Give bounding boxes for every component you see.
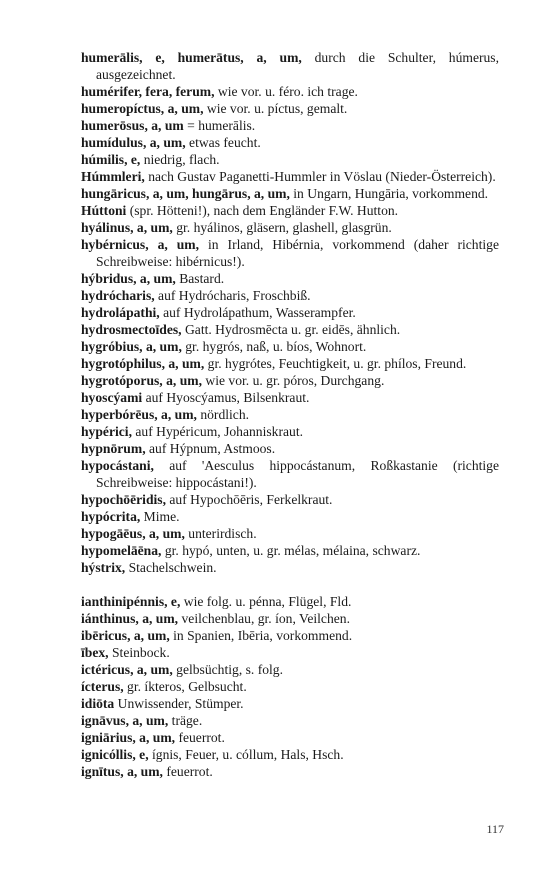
dictionary-entry (81, 695, 499, 712)
entry-definition: auf Hyoscýamus, Bilsenkraut. (142, 390, 310, 405)
dictionary-entry (81, 100, 499, 117)
dictionary-entry (81, 236, 499, 270)
dictionary-entry (81, 202, 499, 219)
dictionary-entry (81, 457, 499, 491)
entry-term: hydrosmectoīdes, (81, 322, 182, 337)
dictionary-entry (81, 423, 499, 440)
dictionary-entry (81, 117, 499, 134)
entry-definition: nach Gustav Paganetti-Hummler in Vöslau (Nieder-Österreich). (144, 169, 496, 184)
entry-definition: Mime. (140, 509, 180, 524)
entry-term: idiōta (81, 696, 115, 711)
entry-term: Húmmleri, (81, 169, 145, 184)
dictionary-entry (81, 49, 499, 83)
entry-term: humerōsus, a, um (81, 118, 184, 133)
entry-term: humeropíctus, a, um, (81, 101, 204, 116)
entry-definition: wie vor. u. féro. ich trage. (214, 84, 358, 99)
entry-column (81, 49, 499, 780)
entry-definition: auf Hypochōēris, Ferkelkraut. (165, 492, 333, 507)
entry-term: igniārius, a, um, (81, 730, 176, 745)
dictionary-entry (81, 440, 499, 457)
entry-term: hypogāēus, a, um, (81, 526, 185, 541)
dictionary-entry (81, 729, 499, 746)
entry-definition: = humerālis. (183, 118, 256, 133)
entry-term: ibēricus, a, um, (81, 628, 170, 643)
entry-term: hydrócharis, (81, 288, 155, 303)
entry-term: hygrotóporus, a, um, (81, 373, 202, 388)
entry-definition: Unwissender, Stümper. (114, 696, 244, 711)
dictionary-entry (81, 185, 499, 202)
dictionary-entry (81, 678, 499, 695)
entry-definition: auf Hýpnum, Astmoos. (145, 441, 276, 456)
entry-term: ībex, (81, 645, 109, 660)
entry-term: hyoscýami (81, 390, 143, 405)
dictionary-entry (81, 491, 499, 508)
entry-term: hypomelāēna, (81, 543, 162, 558)
entry-definition: niedrig, flach. (140, 152, 220, 167)
entry-term: humídulus, a, um, (81, 135, 186, 150)
entry-term: ignāvus, a, um, (81, 713, 169, 728)
entry-definition: Steinbock. (108, 645, 170, 660)
entry-term: iánthinus, a, um, (81, 611, 179, 626)
entry-definition: in Irland, Hibérnia, vorkommend (daher richtige Schreibweise: hibérnicus!). (96, 237, 499, 269)
dictionary-entry (81, 593, 499, 610)
entry-definition: feuerrot. (162, 764, 213, 779)
entry-definition: auf 'Aesculus hippocástanum, Roßkastanie (richtige Schreibweise: hippocástani!). (96, 458, 499, 490)
dictionary-entry (81, 304, 499, 321)
entry-term: hypocástani, (81, 458, 154, 473)
entry-definition: gr. hygrótes, Feuchtigkeit, u. gr. phílos, Freund. (204, 356, 467, 371)
entry-definition: durch die Schulter, húmerus, ausgezeichnet. (96, 50, 499, 82)
entry-term: hypnōrum, (81, 441, 146, 456)
dictionary-entry (81, 151, 499, 168)
entry-group-h (81, 49, 499, 576)
dictionary-entry (81, 338, 499, 355)
dictionary-entry (81, 389, 499, 406)
dictionary-entry (81, 168, 499, 185)
entry-term: hýstrix, (81, 560, 126, 575)
entry-definition: Stachelschwein. (125, 560, 217, 575)
entry-term: hýbridus, a, um, (81, 271, 176, 286)
entry-definition: gelbsüchtig, s. folg. (172, 662, 284, 677)
entry-definition: auf Hypéricum, Johanniskraut. (131, 424, 303, 439)
entry-definition: ígnis, Feuer, u. cóllum, Hals, Hsch. (148, 747, 344, 762)
dictionary-entry (81, 134, 499, 151)
entry-term: hyálinus, a, um, (81, 220, 173, 235)
dictionary-entry (81, 712, 499, 729)
dictionary-entry (81, 644, 499, 661)
dictionary-entry (81, 406, 499, 423)
dictionary-entry (81, 287, 499, 304)
entry-definition: wie vor. u. gr. póros, Durchgang. (201, 373, 385, 388)
entry-definition: wie folg. u. pénna, Flügel, Fld. (180, 594, 352, 609)
dictionary-entry (81, 372, 499, 389)
entry-definition: gr. hyálinos, gläsern, glashell, glasgrün. (172, 220, 392, 235)
entry-definition: in Ungarn, Hungāria, vorkommend. (289, 186, 489, 201)
entry-definition: auf Hydrolápathum, Wasserampfer. (159, 305, 356, 320)
entry-term: humerālis, e, humerātus, a, um, (81, 50, 302, 65)
entry-term: ignicóllis, e, (81, 747, 149, 762)
entry-definition: gr. hygrós, naß, u. bíos, Wohnort. (181, 339, 367, 354)
entry-definition: träge. (168, 713, 203, 728)
entry-term: Húttoni (81, 203, 127, 218)
entry-definition: wie vor. u. píctus, gemalt. (203, 101, 348, 116)
group-separator (81, 576, 499, 593)
entry-definition: Gatt. Hydrosmēcta u. gr. eidēs, ähnlich. (181, 322, 401, 337)
entry-definition: Bastard. (175, 271, 225, 286)
entry-definition: in Spanien, Ibēria, vorkommend. (169, 628, 353, 643)
dictionary-entry (81, 321, 499, 338)
entry-definition: (spr. Hötteni!), nach dem Engländer F.W. Hutton. (126, 203, 399, 218)
dictionary-entry (81, 270, 499, 287)
dictionary-entry (81, 763, 499, 780)
entry-term: hypérici, (81, 424, 132, 439)
entry-definition: etwas feucht. (185, 135, 261, 150)
dictionary-entry (81, 542, 499, 559)
entry-term: ianthinipénnis, e, (81, 594, 181, 609)
entry-term: hypochōēridis, (81, 492, 166, 507)
entry-term: hungāricus, a, um, hungārus, a, um, (81, 186, 290, 201)
entry-term: hyperbórēus, a, um, (81, 407, 197, 422)
entry-definition: gr. hypó, unten, u. gr. mélas, mélaina, schwarz. (161, 543, 421, 558)
entry-term: ignītus, a, um, (81, 764, 163, 779)
dictionary-entry (81, 508, 499, 525)
page-number: 117 (486, 822, 504, 836)
entry-definition: auf Hydrócharis, Froschbiß. (154, 288, 311, 303)
dictionary-entry (81, 355, 499, 372)
entry-group-i (81, 593, 499, 780)
entry-term: hypócrita, (81, 509, 141, 524)
dictionary-entry (81, 83, 499, 100)
dictionary-entry (81, 219, 499, 236)
entry-definition: gr. íkteros, Gelbsucht. (123, 679, 247, 694)
entry-term: ictéricus, a, um, (81, 662, 173, 677)
entry-term: hydrolápathi, (81, 305, 160, 320)
entry-term: hygróbius, a, um, (81, 339, 182, 354)
entry-term: ícterus, (81, 679, 124, 694)
dictionary-entry (81, 610, 499, 627)
entry-definition: feuerrot. (175, 730, 225, 745)
entry-definition: unterirdisch. (184, 526, 257, 541)
entry-definition: nördlich. (196, 407, 250, 422)
dictionary-entry (81, 525, 499, 542)
entry-definition: veilchenblau, gr. íon, Veilchen. (178, 611, 350, 626)
dictionary-entry (81, 661, 499, 678)
dictionary-entry (81, 627, 499, 644)
entry-term: hygrotóphilus, a, um, (81, 356, 205, 371)
entry-term: húmilis, e, (81, 152, 141, 167)
entry-term: humérifer, fera, ferum, (81, 84, 215, 99)
entry-term: hybérnicus, a, um, (81, 237, 200, 252)
dictionary-entry (81, 746, 499, 763)
dictionary-entry (81, 559, 499, 576)
